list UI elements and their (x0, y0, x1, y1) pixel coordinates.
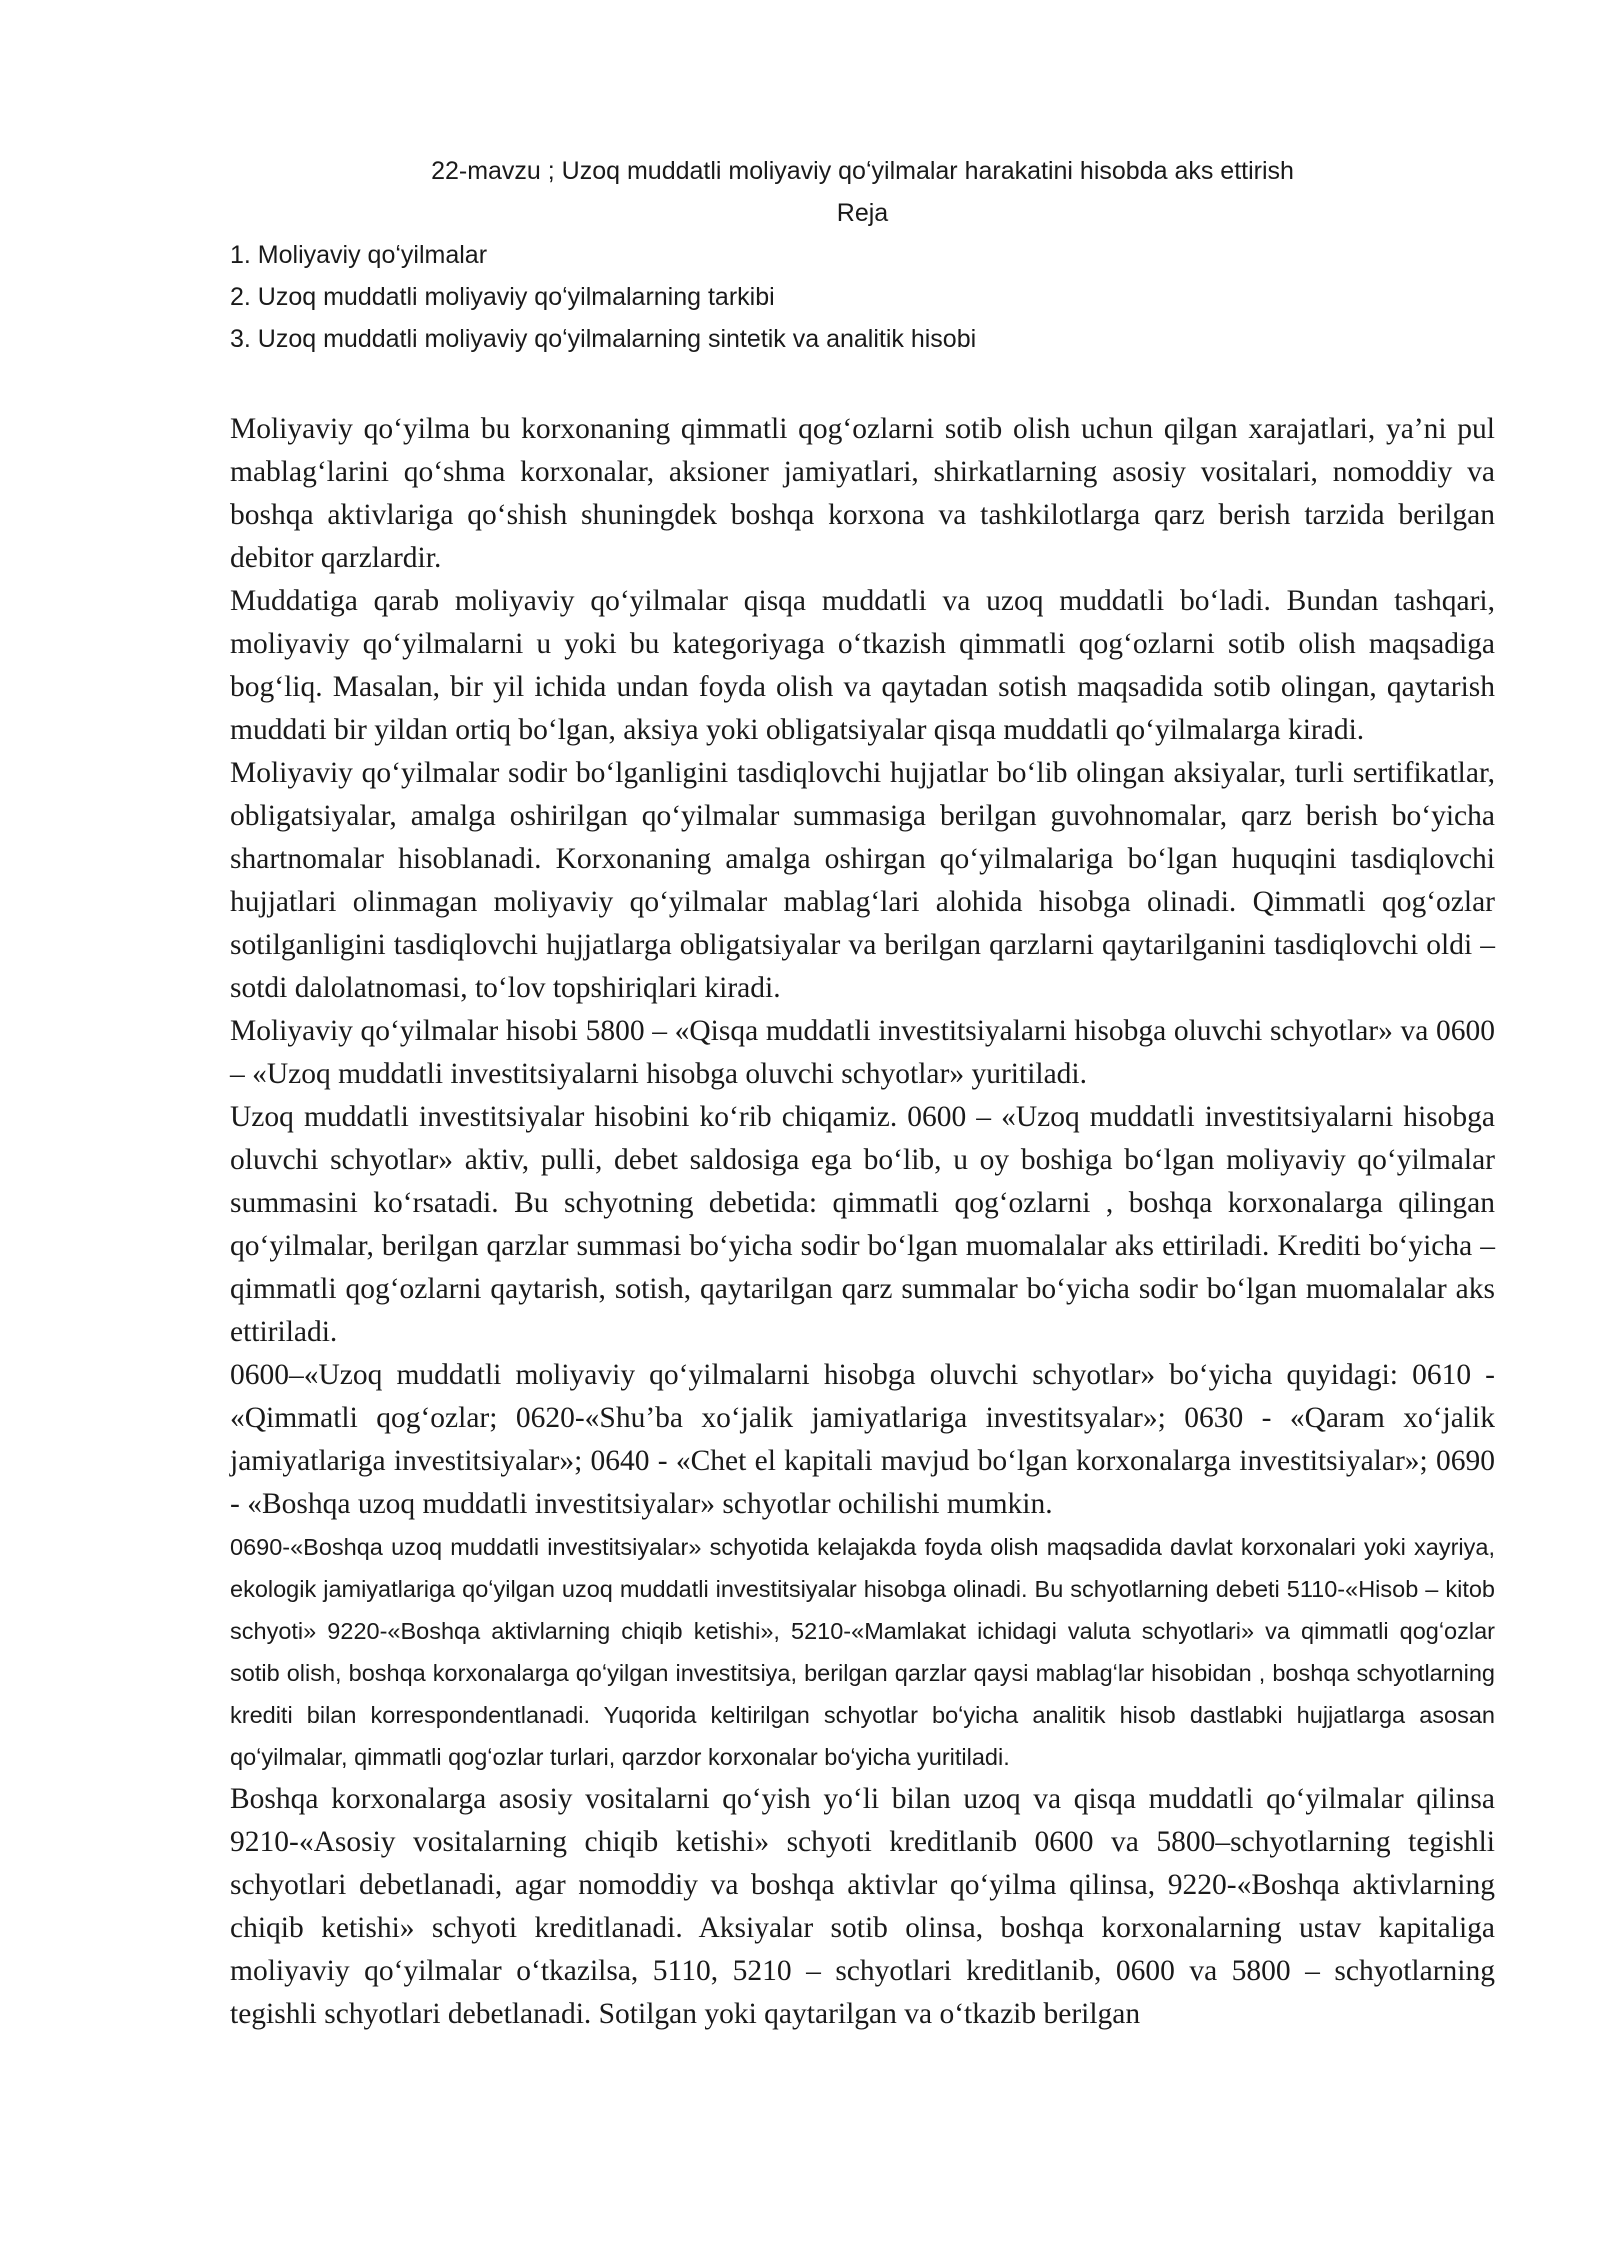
paragraph: Moliyaviy qo‘yilmalar hisobi 5800 – «Qisqa muddatli investitsiyalarni hisobga oluvchi schyotlar» va 0600 – «Uzoq muddatli investitsiyalarni hisobga oluvchi schyotlar» yuritiladi. (230, 1015, 1495, 1090)
plan-list (230, 234, 1495, 360)
page-title: 22-mavzu ; Uzoq muddatli moliyaviy qoʻyilmalar harakatini hisobda aks ettirish (431, 157, 1294, 185)
document-header (230, 150, 1495, 360)
paragraph: Moliyaviy qo‘yilmalar sodir bo‘lganligini tasdiqlovchi hujjatlar bo‘lib olingan aksiyalar, turli sertifikatlar, obligatsiyalar, amalga oshirilgan qo‘yilmalar summasiga berilgan guvohnomalar, qarz berish bo‘yicha shartnomalar hisoblanadi. Korxonaning amalga oshirgan qo‘yilmalariga bo‘lgan huquqini tasdiqlovchi hujjatlari olinmagan moliyaviy qo‘yilmalar mablag‘lari alohida hisobga olinadi. Qimmatli qog‘ozlar sotilganligini tasdiqlovchi hujjatlarga obligatsiyalar va berilgan qarzlarni qaytarilganini tasdiqlovchi oldi – sotdi dalolatnomasi, to‘lov topshiriqlari kiradi. (230, 757, 1495, 1004)
paragraph: 0690-«Boshqa uzoq muddatli investitsiyalar» schyotida kelajakda foyda olish maqsadida davlat korxonalari yoki xayriya, ekologik jamiyatlariga qoʻyilgan uzoq muddatli investitsiyalar hisobga olinadi. Bu schyotlarning debeti 5110-«Hisob – kitob schyoti» 9220-«Boshqa aktivlarning chiqib ketishi», 5210-«Mamlakat ichidagi valuta schyotlari» va qimmatli qogʻozlar sotib olish, boshqa korxonalarga qoʻyilgan investitsiya, berilgan qarzlar qaysi mablagʻlar hisobidan , boshqa schyotlarning krediti bilan korrespondentlanadi. Yuqorida keltirilgan schyotlar boʻyicha analitik hisob dastlabki hujjatlarga asosan qoʻyilmalar, qimmatli qogʻozlar turlari, qarzdor korxonalar boʻyicha yuritiladi. (230, 1534, 1495, 1770)
paragraph: Boshqa korxonalarga asosiy vositalarni qo‘yish yo‘li bilan uzoq va qisqa muddatli qo‘yilmalar qilinsa 9210-«Asosiy vositalarning chiqib ketishi» schyoti kreditlanib 0600 va 5800–schyotlarning tegishli schyotlari debetlanadi, agar nomoddiy va boshqa aktivlar qo‘yilma qilinsa, 9220-«Boshqa aktivlarning chiqib ketishi» schyoti kreditlanadi. Aksiyalar sotib olinsa, boshqa korxonalarning ustav kapitaliga moliyaviy qo‘yilmalar o‘tkazilsa, 5110, 5210 – schyotlari kreditlanib, 0600 va 5800 – schyotlarning tegishli schyotlari debetlanadi. Sotilgan yoki qaytarilgan va o‘tkazib berilgan (230, 1783, 1495, 2030)
paragraph: Uzoq muddatli investitsiyalar hisobini ko‘rib chiqamiz. 0600 – «Uzoq muddatli investitsiyalarni hisobga oluvchi schyotlar» aktiv, pulli, debet saldosiga ega bo‘lib, u oy boshiga bo‘lgan moliyaviy qo‘yilmalar summasini ko‘rsatadi. Bu schyotning debetida: qimmatli qog‘ozlarni , boshqa korxonalarga qilingan qo‘yilmalar, berilgan qarzlar summasi bo‘yicha sodir bo‘lgan muomalalar aks ettiriladi. Krediti bo‘yicha – qimmatli qog‘ozlarni qaytarish, sotish, qaytarilgan qarz summalar bo‘yicha sodir bo‘lgan muomalalar aks ettiriladi. (230, 1101, 1495, 1348)
paragraph: 0600–«Uzoq muddatli moliyaviy qo‘yilmalarni hisobga oluvchi schyotlar» bo‘yicha quyidagi: 0610 - «Qimmatli qog‘ozlar; 0620-«Shu’ba xo‘jalik jamiyatlariga investitsyalar»; 0630 - «Qaram xo‘jalik jamiyatlariga investitsiyalar»; 0640 - «Chet el kapitali mavjud bo‘lgan korxonalarga investitsiyalar»; 0690 - «Boshqa uzoq muddatli investitsiyalar» schyotlar ochilishi mumkin. (230, 1359, 1495, 1520)
plan-heading: Reja (836, 199, 889, 227)
paragraph: Muddatiga qarab moliyaviy qo‘yilmalar qisqa muddatli va uzoq muddatli bo‘ladi. Bundan tashqari, moliyaviy qo‘yilmalarni u yoki bu kategoriyaga o‘tkazish qimmatli qog‘ozlarni sotib olish maqsadiga bog‘liq. Masalan, bir yil ichida undan foyda olish va qaytadan sotish maqsadida sotib olingan, qaytarish muddati bir yildan ortiq bo‘lgan, aksiya yoki obligatsiyalar qisqa muddatli qo‘yilmalarga kiradi. (230, 585, 1495, 746)
plan-item: 1. Moliyaviy qoʻyilmalar (230, 241, 488, 269)
plan-item: 3. Uzoq muddatli moliyaviy qoʻyilmalarning sintetik va analitik hisobi (230, 325, 977, 353)
plan-item: 2. Uzoq muddatli moliyaviy qoʻyilmalarning tarkibi (230, 283, 775, 311)
paragraph: Moliyaviy qo‘yilma bu korxonaning qimmatli qog‘ozlarni sotib olish uchun qilgan xarajatlari, ya’ni pul mablag‘larini qo‘shma korxonalar, aksioner jamiyatlari, shirkatlarning asosiy vositalari, nomoddiy va boshqa aktivlariga qo‘shish shuningdek boshqa korxona va tashkilotlarga qarz berish tarzida berilgan debitor qarzlardir. (230, 413, 1495, 574)
document-body (230, 408, 1495, 2036)
